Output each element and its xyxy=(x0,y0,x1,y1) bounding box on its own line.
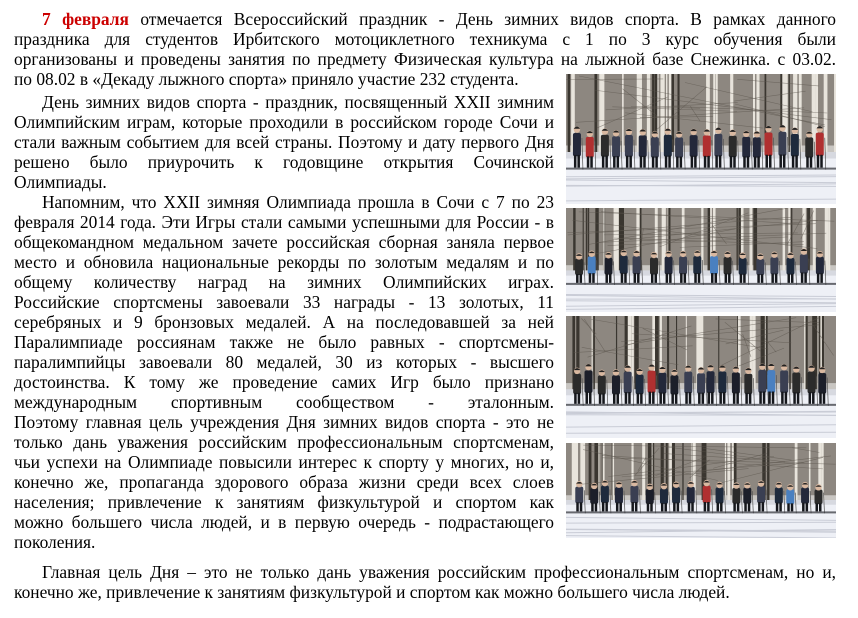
paragraph-3-line: серебряных и 9 бронзовых медалей. А на последовавшей за ней xyxy=(14,312,554,332)
group-photo-2 xyxy=(566,208,836,312)
paragraph-3-line: Российские спортсмены завоевали 33 награды - 13 золотых, 11 xyxy=(14,292,554,312)
group-photo-3 xyxy=(566,316,836,438)
paragraph-3-line: общему количеству наград на зимних Олимпийских играх. xyxy=(14,272,554,292)
paragraph-3-line: место и обновила национальные рекорды по золотым медалям и по xyxy=(14,252,554,272)
paragraph-2-line: стали важным событием для всей страны. Поэтому и дату первого Дня xyxy=(14,132,554,152)
paragraph-3-line: населения; привлечение к занятиям физкультурой и спортом как xyxy=(14,492,554,512)
paragraph-2-line: решено было приурочить к годовщине открытия Сочинской xyxy=(14,152,554,172)
date-highlight: 7 февраля xyxy=(42,9,129,29)
paragraph-2-line: День зимних видов спорта - праздник, посвященный XXII зимним xyxy=(42,92,554,112)
paragraph-1-line-1-text: отмечается Всероссийский праздник - День зимних видов спорта. В рамках данного xyxy=(128,9,836,29)
paragraph-3-line: общекомандном медальном зачете российская сборная заняла первое xyxy=(14,232,554,252)
paragraph-3-line: чьи успехи на Олимпиаде повысили интерес к спорту у многих, но и, xyxy=(14,452,554,472)
group-photo-4 xyxy=(566,443,836,538)
group-photo-1 xyxy=(566,74,836,204)
paragraph-1-line-3: организованы и проведены занятия по предмету Физическая культура на лыжной базе Снежинка. с 03.02. xyxy=(14,49,836,69)
paragraph-3-line: Напомним, что XXII зимняя Олимпиада прошла в Сочи с 7 по 23 xyxy=(42,192,554,212)
paragraph-3-line: достоинства. К тому же проведение самих Игр было признано xyxy=(14,372,554,392)
paragraph-3-line: поколения. xyxy=(14,532,96,552)
paragraph-1-line-1 xyxy=(42,9,836,29)
paragraph-3-line: февраля 2014 года. Эти Игры стали самыми успешными для России - в xyxy=(14,212,554,232)
paragraph-1-line-2: праздника для студентов Ирбитского мотоциклетного техникума с 1 по 3 курс обучения были xyxy=(14,29,836,49)
paragraph-3-line: Поэтому главная цель учреждения Дня зимних видов спорта - это не xyxy=(14,412,554,432)
paragraph-2-line: Олимпиады. xyxy=(14,172,107,192)
paragraph-3-line: паралимпийцы завоевали 80 медалей, 30 из которых - высшего xyxy=(14,352,554,372)
paragraph-3-line: Паралимпиаде россиянам также не было равных - спортсмены- xyxy=(14,332,554,352)
paragraph-3-line: международным спортивным сообществом - эталонным. xyxy=(14,392,554,412)
paragraph-3-line: можно большего числа людей, и в первую очередь - подрастающего xyxy=(14,512,554,532)
paragraph-3-line: конечно же, пропаганда здорового образа жизни среди всех слоев xyxy=(14,472,554,492)
paragraph-4-line-1: Главная цель Дня – это не только дань уважения российским профессиональным спортсменам, но и, xyxy=(42,562,836,582)
paragraph-3-line: только дань уважения российским профессиональным спортсменам, xyxy=(14,432,554,452)
paragraph-1-line-4: по 08.02 в «Декаду лыжного спорта» приняло участие 232 студента. xyxy=(14,69,519,89)
paragraph-4-line-2: конечно же, привлечение к занятиям физкультурой и спортом как можно большего числа людей. xyxy=(14,582,730,602)
paragraph-2-line: Олимпийским играм, которые проходили в российском городе Сочи и xyxy=(14,112,554,132)
